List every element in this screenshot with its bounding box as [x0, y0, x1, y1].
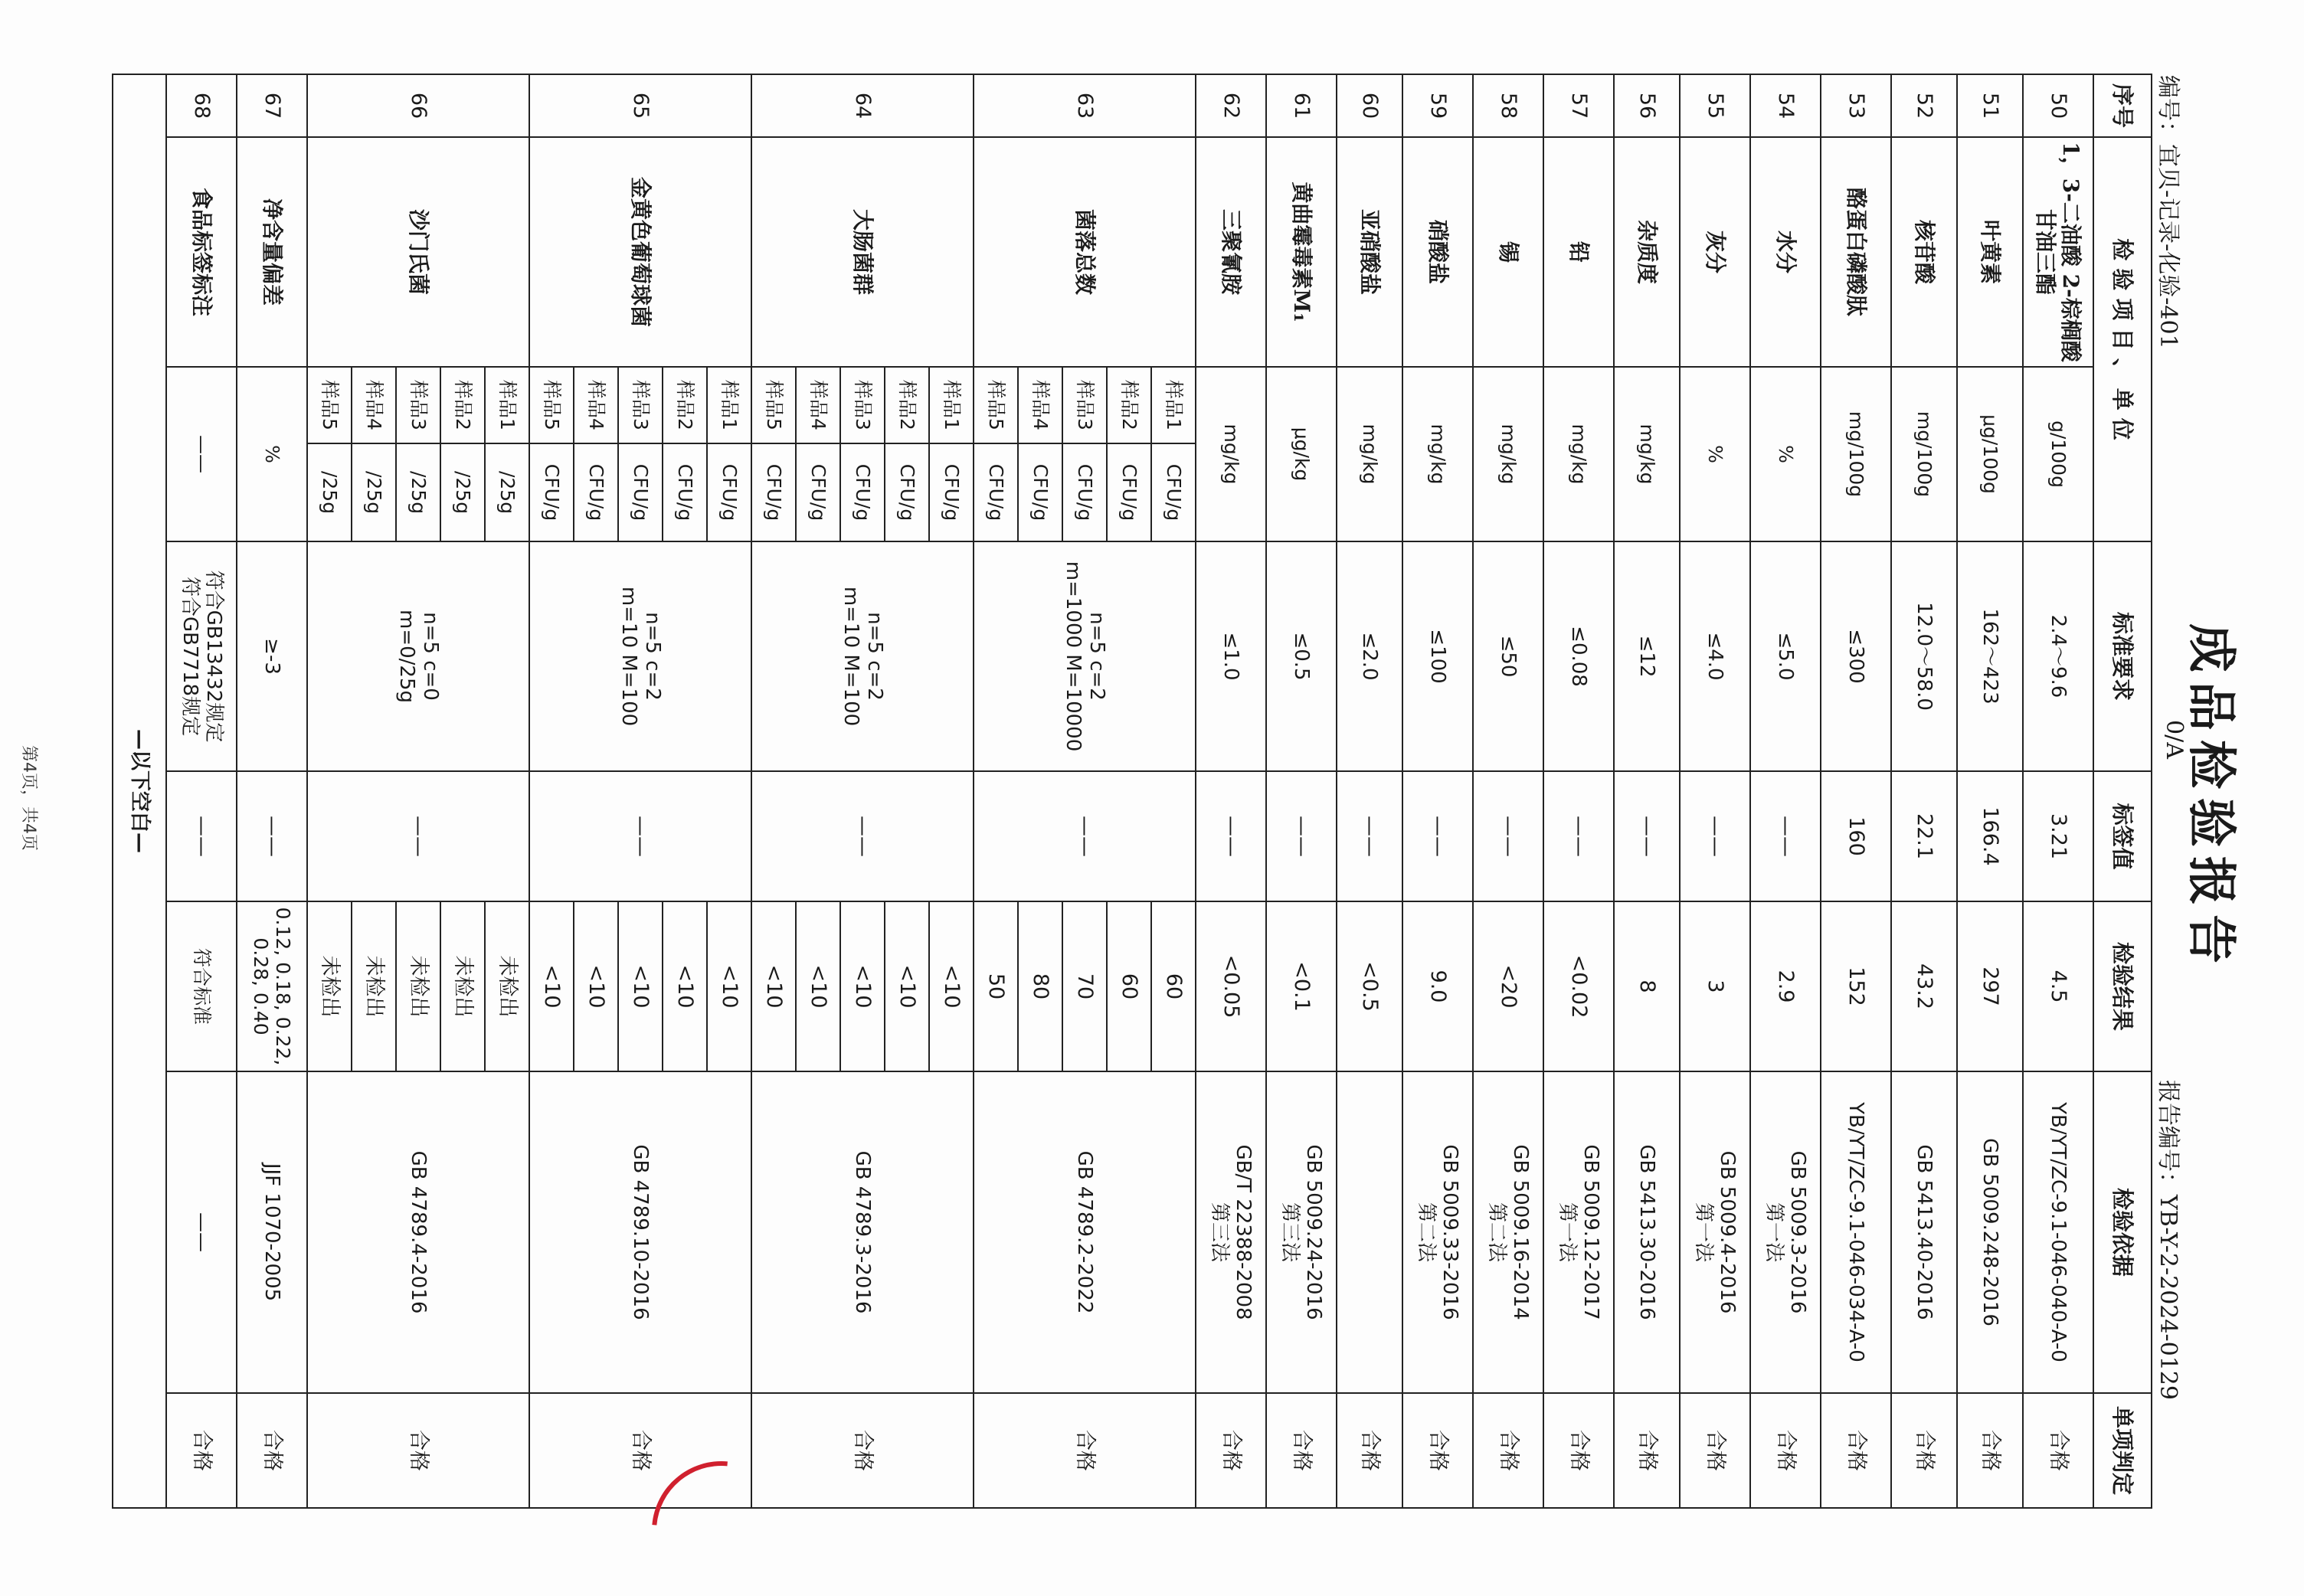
label-value-cell: —— — [307, 771, 529, 901]
seq-cell: 57 — [1543, 74, 1614, 137]
result-cell: <0.1 — [1266, 901, 1337, 1071]
sample-result-cell: 未检出 — [485, 901, 529, 1071]
result-cell: 43.2 — [1891, 901, 1957, 1071]
judge-cell: 合格 — [1614, 1393, 1680, 1508]
sample-result-cell: <10 — [707, 901, 751, 1071]
seq-cell: 50 — [2023, 74, 2093, 137]
result-cell: 0.12, 0.18, 0.22, 0.28, 0.40 — [237, 901, 307, 1071]
sample-result-cell: 未检出 — [440, 901, 485, 1071]
item-cell: 灰分 — [1680, 137, 1750, 367]
item-cell: 酪蛋白磷酸肽 — [1821, 137, 1891, 367]
header-item: 检 验 项 目 、 单 位 — [2093, 137, 2152, 541]
blank-note: —以下空白— — [113, 74, 166, 1508]
label-value-cell: —— — [751, 771, 974, 901]
result-cell: 297 — [1957, 901, 2023, 1071]
unit-cell: mg/kg — [1196, 367, 1266, 541]
sample-row — [485, 74, 529, 1508]
sample-name-cell: 样品3 — [396, 367, 440, 443]
item-cell: 核苷酸 — [1891, 137, 1957, 367]
unit-cell: μg/kg — [1266, 367, 1337, 541]
sample-name-cell: 样品3 — [1062, 367, 1107, 443]
item-cell: 硝酸盐 — [1402, 137, 1473, 367]
item-cell: 水分 — [1750, 137, 1821, 367]
judge-cell: 合格 — [307, 1393, 529, 1508]
table-row — [166, 74, 237, 1508]
method-cell: YB/YT/ZC-9.1-046-040-A-0 — [2023, 1071, 2093, 1393]
label-value-cell: 22.1 — [1891, 771, 1957, 901]
sample-result-cell: 60 — [1107, 901, 1151, 1071]
result-cell: 8 — [1614, 901, 1680, 1071]
sample-unit-cell: CFU/g — [751, 443, 796, 541]
item-cell: 黄曲霉毒素M₁ — [1266, 137, 1337, 367]
unit-cell: μg/100g — [1957, 367, 2023, 541]
sample-name-cell: 样品5 — [974, 367, 1018, 443]
sample-result-cell: 60 — [1151, 901, 1196, 1071]
sample-unit-cell: /25g — [440, 443, 485, 541]
seq-cell: 63 — [974, 74, 1196, 137]
header-method: 检验依据 — [2093, 1071, 2152, 1393]
label-value-cell: 166.4 — [1957, 771, 2023, 901]
standard-cell: n=5 c=2 m=1000 M=10000 — [974, 541, 1196, 771]
standard-cell: ≤12 — [1614, 541, 1680, 771]
standard-cell: ≤4.0 — [1680, 541, 1750, 771]
result-cell: 符合标准 — [166, 901, 237, 1071]
item-cell: 亚硝酸盐 — [1337, 137, 1402, 367]
table-row — [1680, 74, 1750, 1508]
result-cell: <0.02 — [1543, 901, 1614, 1071]
seq-cell: 68 — [166, 74, 237, 137]
label-value-cell: —— — [1543, 771, 1614, 901]
sample-result-cell: <10 — [574, 901, 618, 1071]
label-value-cell: 160 — [1821, 771, 1891, 901]
judge-cell: 合格 — [1402, 1393, 1473, 1508]
label-value-cell: —— — [237, 771, 307, 901]
sample-result-cell: 未检出 — [307, 901, 352, 1071]
standard-cell: ≤100 — [1402, 541, 1473, 771]
sample-name-cell: 样品5 — [307, 367, 352, 443]
sample-row — [929, 74, 974, 1508]
item-cell: 沙门氏菌 — [307, 137, 529, 367]
method-cell: GB 5009.3-2016 第一法 — [1750, 1071, 1821, 1393]
judge-cell: 合格 — [1821, 1393, 1891, 1508]
method-cell: JJF 1070-2005 — [237, 1071, 307, 1393]
label-value-cell: —— — [1680, 771, 1750, 901]
sample-name-cell: 样品3 — [618, 367, 663, 443]
seq-cell: 60 — [1337, 74, 1402, 137]
blank-note-row — [113, 74, 166, 1508]
label-value-cell: —— — [1337, 771, 1402, 901]
judge-cell: 合格 — [2023, 1393, 2093, 1508]
judge-cell: 合格 — [529, 1393, 751, 1508]
sample-unit-cell: /25g — [396, 443, 440, 541]
sample-name-cell: 样品2 — [663, 367, 707, 443]
item-cell: 锡 — [1473, 137, 1543, 367]
label-value-cell: —— — [1266, 771, 1337, 901]
sample-name-cell: 样品3 — [840, 367, 885, 443]
unit-cell: mg/kg — [1337, 367, 1402, 541]
method-cell: GB 4789.4-2016 — [307, 1071, 529, 1393]
label-value-cell: —— — [1196, 771, 1266, 901]
table-header-row — [2093, 74, 2152, 1508]
sample-name-cell: 样品1 — [707, 367, 751, 443]
label-value-cell: —— — [1614, 771, 1680, 901]
seq-cell: 55 — [1680, 74, 1750, 137]
method-cell: GB 5413.30-2016 — [1614, 1071, 1680, 1393]
item-cell: 三聚氰胺 — [1196, 137, 1266, 367]
sample-unit-cell: CFU/g — [796, 443, 840, 541]
method-cell: GB 4789.2-2022 — [974, 1071, 1196, 1393]
seq-cell: 51 — [1957, 74, 2023, 137]
label-value-cell: 3.21 — [2023, 771, 2093, 901]
seq-cell: 61 — [1266, 74, 1337, 137]
doc-number: 编号：宜贝-记录-化验-401 — [2155, 75, 2181, 349]
sample-result-cell: <10 — [663, 901, 707, 1071]
seq-cell: 53 — [1821, 74, 1891, 137]
method-cell: GB 5009.248-2016 — [1957, 1071, 2023, 1393]
sample-name-cell: 样品1 — [485, 367, 529, 443]
sample-unit-cell: CFU/g — [840, 443, 885, 541]
sample-result-cell: <10 — [751, 901, 796, 1071]
header-judge: 单项判定 — [2093, 1393, 2152, 1508]
sample-unit-cell: /25g — [485, 443, 529, 541]
sample-unit-cell: CFU/g — [707, 443, 751, 541]
judge-cell: 合格 — [1543, 1393, 1614, 1508]
item-cell: 净含量偏差 — [237, 137, 307, 367]
item-cell: 菌落总数 — [974, 137, 1196, 367]
seq-cell: 59 — [1402, 74, 1473, 137]
label-value-cell: —— — [529, 771, 751, 901]
table-row — [1821, 74, 1891, 1508]
item-cell: 金黄色葡萄球菌 — [529, 137, 751, 367]
judge-cell: 合格 — [1891, 1393, 1957, 1508]
method-cell — [1337, 1071, 1402, 1393]
sample-unit-cell: CFU/g — [1018, 443, 1062, 541]
label-value-cell: —— — [1402, 771, 1473, 901]
unit-cell: mg/100g — [1891, 367, 1957, 541]
method-cell: GB 4789.10-2016 — [529, 1071, 751, 1393]
table-row — [1402, 74, 1473, 1508]
sample-name-cell: 样品2 — [440, 367, 485, 443]
unit-cell: mg/kg — [1543, 367, 1614, 541]
seq-cell: 54 — [1750, 74, 1821, 137]
header-seq: 序号 — [2093, 74, 2152, 137]
sample-unit-cell: CFU/g — [1151, 443, 1196, 541]
sample-result-cell: 50 — [974, 901, 1018, 1071]
seq-cell: 64 — [751, 74, 974, 137]
item-cell: 1，3-二油酸 2-棕榈酸甘油三酯 — [2023, 137, 2093, 367]
label-value-cell: —— — [1473, 771, 1543, 901]
result-cell: 3 — [1680, 901, 1750, 1071]
table-row — [1196, 74, 1266, 1508]
result-cell: <0.5 — [1337, 901, 1402, 1071]
standard-cell: ≤50 — [1473, 541, 1543, 771]
judge-cell: 合格 — [1196, 1393, 1266, 1508]
result-cell: 9.0 — [1402, 901, 1473, 1071]
item-cell: 杂质度 — [1614, 137, 1680, 367]
judge-cell: 合格 — [1957, 1393, 2023, 1508]
table-row — [1543, 74, 1614, 1508]
judge-cell: 合格 — [237, 1393, 307, 1508]
sample-unit-cell: /25g — [352, 443, 396, 541]
judge-cell: 合格 — [166, 1393, 237, 1508]
table-row — [1266, 74, 1337, 1508]
seq-cell: 56 — [1614, 74, 1680, 137]
method-cell: GB 5009.4-2016 第一法 — [1680, 1071, 1750, 1393]
sample-name-cell: 样品1 — [929, 367, 974, 443]
report-number: 报告编号：YB-Y-2-2024-0129 — [2155, 1080, 2181, 1400]
sample-unit-cell: CFU/g — [1107, 443, 1151, 541]
method-cell: GB 5413.40-2016 — [1891, 1071, 1957, 1393]
seq-cell: 52 — [1891, 74, 1957, 137]
item-cell: 食品标签标注 — [166, 137, 237, 367]
sample-name-cell: 样品4 — [352, 367, 396, 443]
sample-unit-cell: CFU/g — [574, 443, 618, 541]
sample-unit-cell: CFU/g — [929, 443, 974, 541]
header-label: 标签值 — [2093, 771, 2152, 901]
item-cell: 叶黄素 — [1957, 137, 2023, 367]
standard-cell: ≤5.0 — [1750, 541, 1821, 771]
sample-result-cell: <10 — [618, 901, 663, 1071]
sample-row — [707, 74, 751, 1508]
result-cell: 4.5 — [2023, 901, 2093, 1071]
table-row — [1957, 74, 2023, 1508]
unit-cell: % — [237, 367, 307, 541]
standard-cell: n=5 c=2 m=10 M=100 — [751, 541, 974, 771]
sample-result-cell: <10 — [885, 901, 929, 1071]
judge-cell: 合格 — [1473, 1393, 1543, 1508]
standard-cell: n=5 c=0 m=0/25g — [307, 541, 529, 771]
seq-cell: 67 — [237, 74, 307, 137]
standard-cell: ≥-3 — [237, 541, 307, 771]
sample-name-cell: 样品4 — [1018, 367, 1062, 443]
result-cell: <20 — [1473, 901, 1543, 1071]
table-row — [237, 74, 307, 1508]
unit-cell: mg/kg — [1402, 367, 1473, 541]
sample-result-cell: 未检出 — [396, 901, 440, 1071]
sample-unit-cell: CFU/g — [1062, 443, 1107, 541]
unit-cell: % — [1750, 367, 1821, 541]
standard-cell: 12.0～58.0 — [1891, 541, 1957, 771]
table-row — [2023, 74, 2093, 1508]
sample-name-cell: 样品5 — [751, 367, 796, 443]
standard-cell: ≤1.0 — [1196, 541, 1266, 771]
unit-cell: mg/100g — [1821, 367, 1891, 541]
sample-row — [1151, 74, 1196, 1508]
judge-cell: 合格 — [1680, 1393, 1750, 1508]
sample-unit-cell: CFU/g — [529, 443, 574, 541]
sample-unit-cell: CFU/g — [974, 443, 1018, 541]
item-cell: 铅 — [1543, 137, 1614, 367]
standard-cell: 符合GB13432规定 符合GB7718规定 — [166, 541, 237, 771]
judge-cell: 合格 — [1337, 1393, 1402, 1508]
standard-cell: 162～423 — [1957, 541, 2023, 771]
standard-cell: ≤0.5 — [1266, 541, 1337, 771]
sample-result-cell: <10 — [929, 901, 974, 1071]
judge-cell: 合格 — [1266, 1393, 1337, 1508]
standard-cell: n=5 c=2 m=10 M=100 — [529, 541, 751, 771]
method-cell: —— — [166, 1071, 237, 1393]
method-cell: GB/T 22388-2008 第三法 — [1196, 1071, 1266, 1393]
sample-name-cell: 样品2 — [885, 367, 929, 443]
sample-result-cell: 未检出 — [352, 901, 396, 1071]
item-cell: 大肠菌群 — [751, 137, 974, 367]
label-value-cell: —— — [1750, 771, 1821, 901]
sample-result-cell: 80 — [1018, 901, 1062, 1071]
label-value-cell: —— — [974, 771, 1196, 901]
unit-cell: g/100g — [2023, 367, 2093, 541]
sample-result-cell: <10 — [529, 901, 574, 1071]
label-value-cell: —— — [166, 771, 237, 901]
table-row — [1614, 74, 1680, 1508]
standard-cell: ≤2.0 — [1337, 541, 1402, 771]
sample-unit-cell: /25g — [307, 443, 352, 541]
table-row — [1891, 74, 1957, 1508]
sample-name-cell: 样品4 — [796, 367, 840, 443]
method-cell: GB 5009.24-2016 第三法 — [1266, 1071, 1337, 1393]
seq-cell: 58 — [1473, 74, 1543, 137]
seq-cell: 66 — [307, 74, 529, 137]
result-cell: <0.05 — [1196, 901, 1266, 1071]
standard-cell: 2.4～9.6 — [2023, 541, 2093, 771]
seq-cell: 65 — [529, 74, 751, 137]
result-cell: 2.9 — [1750, 901, 1821, 1071]
header-result: 检验结果 — [2093, 901, 2152, 1071]
sample-result-cell: <10 — [796, 901, 840, 1071]
method-cell: YB/YT/ZC-9.1-046-034-A-0 — [1821, 1071, 1891, 1393]
sample-name-cell: 样品5 — [529, 367, 574, 443]
sample-unit-cell: CFU/g — [618, 443, 663, 541]
judge-cell: 合格 — [974, 1393, 1196, 1508]
table-body — [113, 74, 2093, 1508]
sample-unit-cell: CFU/g — [663, 443, 707, 541]
seq-cell: 62 — [1196, 74, 1266, 137]
unit-cell: mg/kg — [1473, 367, 1543, 541]
unit-cell: —— — [166, 367, 237, 541]
method-cell: GB 5009.12-2017 第一法 — [1543, 1071, 1614, 1393]
unit-cell: % — [1680, 367, 1750, 541]
unit-cell: mg/kg — [1614, 367, 1680, 541]
sample-result-cell: 70 — [1062, 901, 1107, 1071]
sample-name-cell: 样品2 — [1107, 367, 1151, 443]
sample-unit-cell: CFU/g — [885, 443, 929, 541]
table-row — [1337, 74, 1402, 1508]
method-cell: GB 4789.3-2016 — [751, 1071, 974, 1393]
table-row — [1473, 74, 1543, 1508]
sample-name-cell: 样品1 — [1151, 367, 1196, 443]
header-standard: 标准要求 — [2093, 541, 2152, 771]
method-cell: GB 5009.33-2016 第二法 — [1402, 1071, 1473, 1393]
judge-cell: 合格 — [1750, 1393, 1821, 1508]
sample-name-cell: 样品4 — [574, 367, 618, 443]
method-cell: GB 5009.16-2014 第二法 — [1473, 1071, 1543, 1393]
version: 0/A — [2161, 720, 2188, 759]
result-cell: 152 — [1821, 901, 1891, 1071]
report-title: 成品检验报告 — [2182, 623, 2240, 973]
standard-cell: ≤0.08 — [1543, 541, 1614, 771]
inspection-table — [112, 74, 2152, 1509]
table-row — [1750, 74, 1821, 1508]
standard-cell: ≤300 — [1821, 541, 1891, 771]
judge-cell: 合格 — [751, 1393, 974, 1508]
sample-result-cell: <10 — [840, 901, 885, 1071]
page-footer: 第4页，共4页 — [19, 745, 38, 851]
